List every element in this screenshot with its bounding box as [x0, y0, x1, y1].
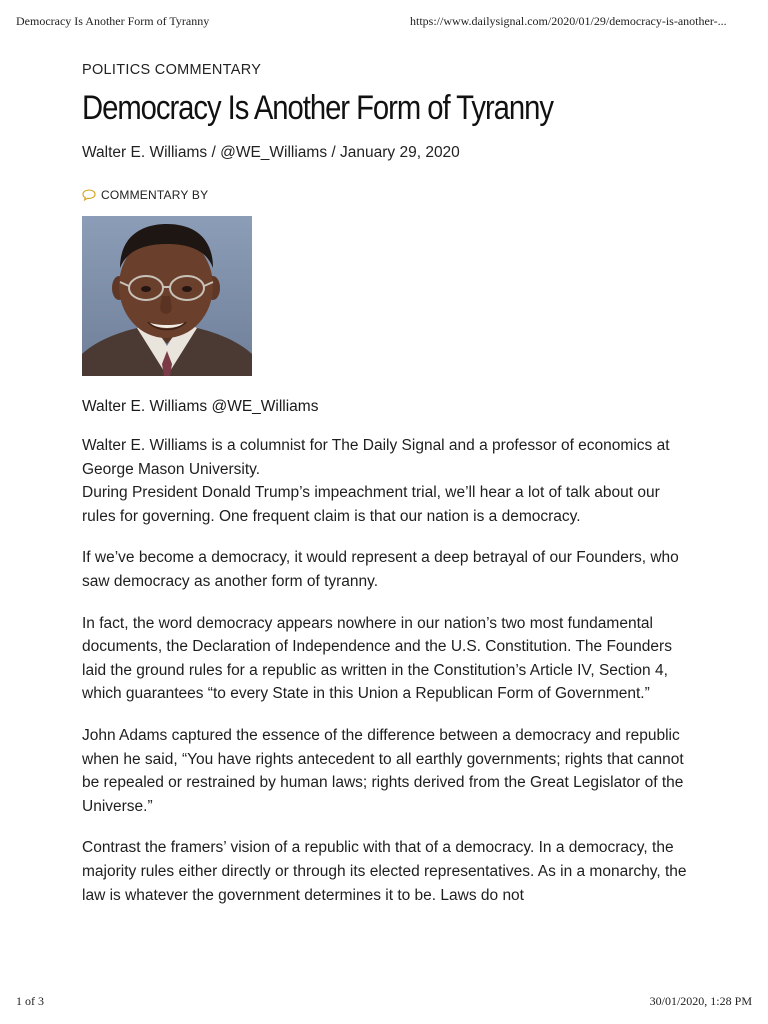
page-number: 1 of 3: [16, 994, 44, 1008]
author-line[interactable]: Walter E. Williams @WE_Williams: [82, 398, 319, 415]
print-header-url[interactable]: https://www.dailysignal.com/2020/01/29/democracy-is-another-...: [410, 14, 727, 28]
body-paragraph: John Adams captured the essence of the difference between a democracy and republic when he said, “You have rights antecedent to all earthly governments; rights that cannot be repealed or restrained by human laws; rights derived from the Great Legislator of the Universe.”: [82, 726, 684, 815]
print-datetime: 30/01/2020, 1:28 PM: [649, 994, 752, 1008]
author-bio: [82, 434, 694, 528]
byline-handle[interactable]: @WE_Williams: [220, 144, 328, 161]
bio-paragraph: Walter E. Williams is a columnist for The Daily Signal and a professor of economics at George Mason University.: [82, 437, 670, 478]
commentary-by-label: [82, 188, 694, 202]
byline-separator: /: [207, 144, 221, 161]
print-header-title: Democracy Is Another Form of Tyranny: [16, 14, 210, 28]
article-category[interactable]: POLITICS COMMENTARY: [82, 62, 262, 78]
intro-paragraph: During President Donald Trump’s impeachment trial, we’ll hear a lot of talk about our rules for governing. One frequent claim is that our nation is a democracy.: [82, 484, 660, 525]
speech-bubble-icon: [82, 189, 96, 201]
byline-separator: /: [327, 144, 341, 161]
body-paragraph: If we’ve become a democracy, it would represent a deep betrayal of our Founders, who saw democracy as another form of tyranny.: [82, 549, 679, 590]
article: [82, 62, 694, 907]
body-paragraph: In fact, the word democracy appears nowhere in our nation’s two most fundamental documents, the Declaration of Independence and the U.S. Constitution. The Founders laid the ground rules for a republic as written in the Constitution’s Article IV, Section 4, which guarantees “to every State in this Union a Republican Form of Government.”: [82, 614, 672, 703]
byline: [82, 144, 694, 162]
commentary-label: COMMENTARY BY: [101, 188, 209, 202]
article-title: Democracy Is Another Form of Tyranny: [82, 89, 553, 127]
body-paragraph: Contrast the framers’ vision of a republic with that of a democracy. In a democracy, the majority rules either directly or through its elected representatives. As in a monarchy, the law is whatever the government determines it to be. Laws do not: [82, 839, 687, 904]
author-portrait: [82, 216, 252, 376]
byline-author[interactable]: Walter E. Williams: [82, 144, 208, 161]
byline-date: January 29, 2020: [340, 144, 460, 161]
